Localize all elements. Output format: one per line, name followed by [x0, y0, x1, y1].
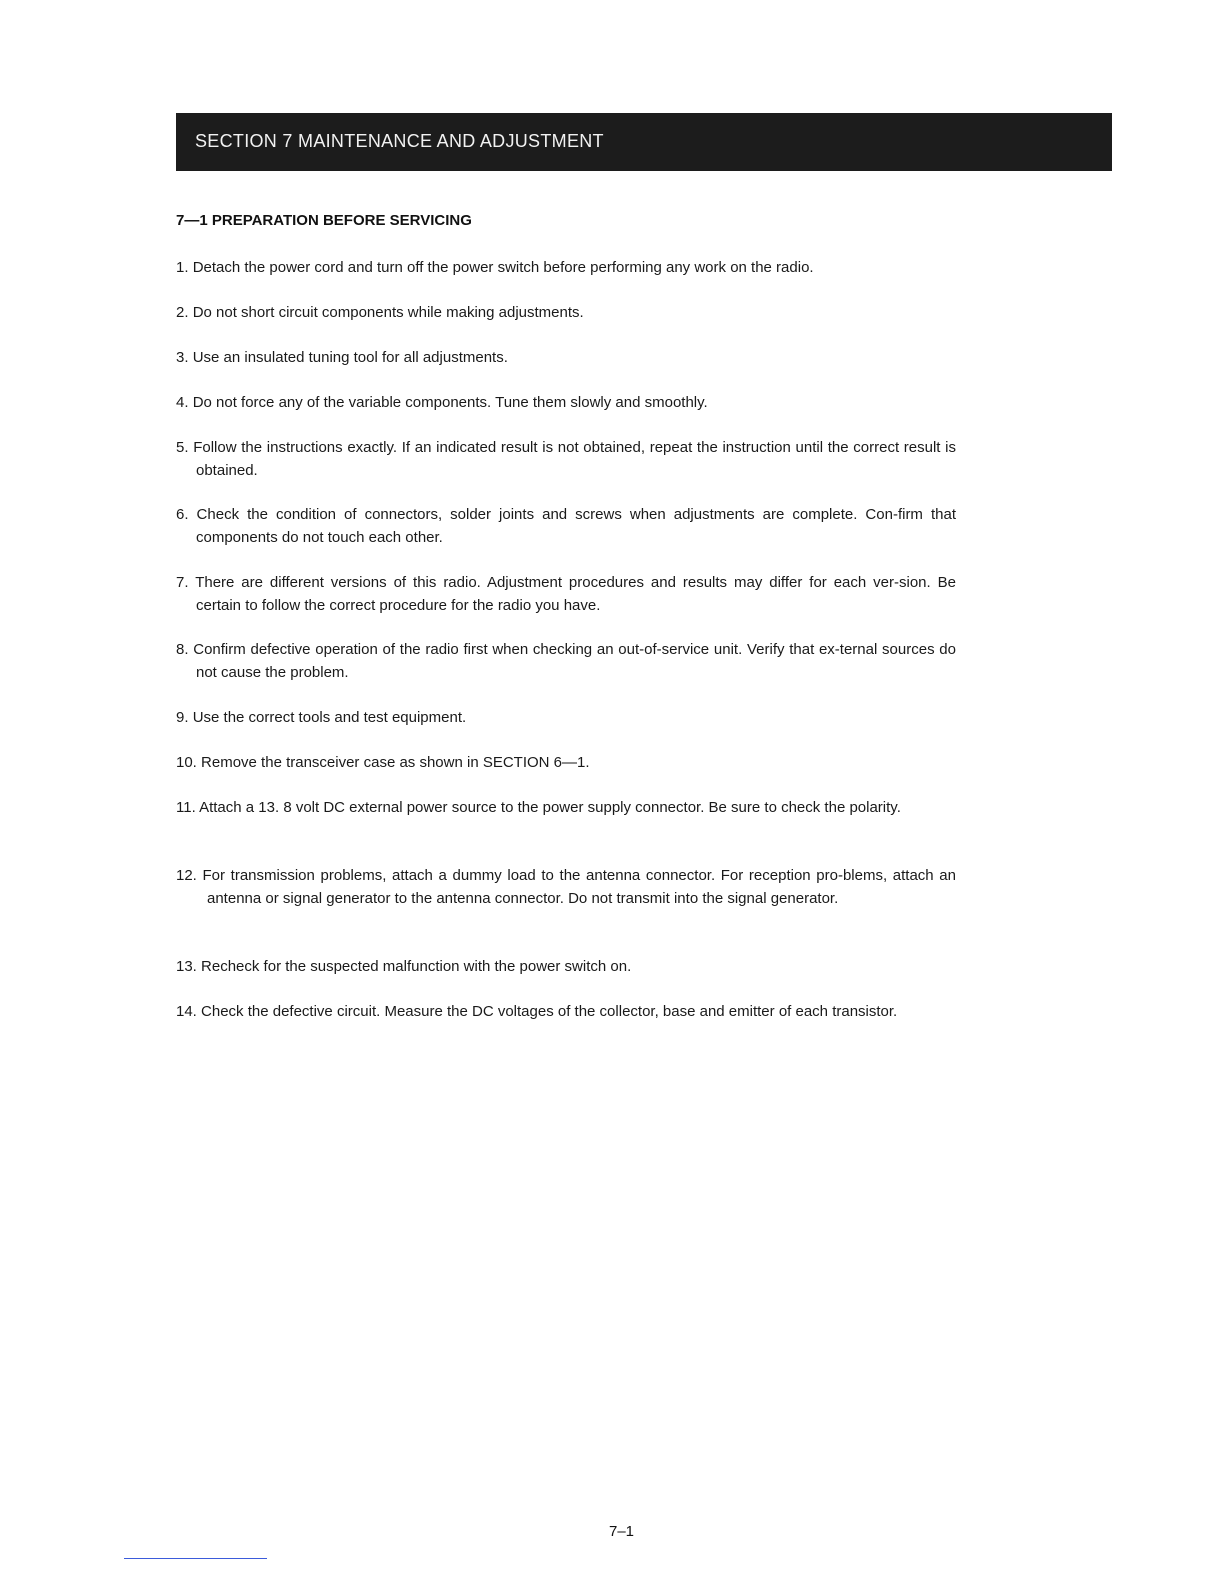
- item-text: Attach a 13. 8 volt DC external power source to the power supply connector. Be sure to check the polarity.: [199, 799, 901, 816]
- item-text: For transmission problems, attach a dummy load to the antenna connector. For reception pro-blems, attach an antenna or signal generator to the antenna connector. Do not transmit into the signal generator.: [202, 867, 956, 907]
- item-number: 9.: [176, 709, 189, 726]
- item-text: Follow the instructions exactly. If an indicated result is not obtained, repeat the instruction until the correct result is obtained.: [193, 439, 956, 479]
- list-item-10: [176, 751, 956, 774]
- item-number: 13.: [176, 958, 197, 975]
- list-item-8: [176, 638, 956, 684]
- section-header-banner: [176, 113, 1112, 171]
- item-text: Use the correct tools and test equipment.: [192, 709, 467, 726]
- item-text: Recheck for the suspected malfunction with the power switch on.: [201, 958, 632, 975]
- item-number: 6.: [176, 506, 189, 523]
- item-text: Do not force any of the variable components. Tune them slowly and smoothly.: [192, 394, 708, 411]
- list-item-12: [176, 864, 956, 910]
- list-item-5: [176, 436, 956, 482]
- list-item-14: [176, 1000, 956, 1023]
- item-text: There are different versions of this radio. Adjustment procedures and results may differ for each ver-sion. Be certain to follow the correct procedure for the radio you have.: [195, 574, 956, 614]
- list-item-7: [176, 571, 956, 617]
- item-text: Confirm defective operation of the radio first when checking an out-of-service unit. Verify that ex-ternal sources do not cause the problem.: [193, 641, 956, 681]
- item-text: Check the condition of connectors, solder joints and screws when adjustments are complete. Con-firm that components do not touch each other.: [196, 506, 956, 546]
- item-number: 4.: [176, 394, 189, 411]
- item-text: Use an insulated tuning tool for all adjustments.: [192, 349, 508, 366]
- list-item-2: [176, 301, 956, 324]
- item-number: 12.: [176, 867, 197, 884]
- list-item-3: [176, 346, 956, 369]
- list-item-9: [176, 706, 956, 729]
- item-number: 2.: [176, 304, 189, 321]
- list-item-13: [176, 955, 956, 978]
- item-text: Remove the transceiver case as shown in SECTION 6—1.: [201, 754, 590, 771]
- list-item-4: [176, 391, 956, 414]
- item-number: 11.: [176, 799, 196, 816]
- item-number: 5.: [176, 439, 189, 456]
- item-number: 1.: [176, 259, 189, 276]
- item-text: Check the defective circuit. Measure the DC voltages of the collector, base and emitter of each transistor.: [201, 1003, 898, 1020]
- page-number: 7–1: [609, 1523, 635, 1540]
- section-title: SECTION 7 MAINTENANCE AND ADJUSTMENT: [195, 131, 604, 151]
- item-number: 3.: [176, 349, 189, 366]
- item-number: 14.: [176, 1003, 197, 1020]
- list-item-11: [176, 796, 956, 819]
- list-item-1: [176, 256, 956, 279]
- footer-rule: [124, 1558, 267, 1559]
- item-number: 7.: [176, 574, 189, 591]
- item-number: 8.: [176, 641, 189, 658]
- item-text: Detach the power cord and turn off the power switch before performing any work on the radio.: [192, 259, 814, 276]
- list-item-6: [176, 503, 956, 549]
- item-number: 10.: [176, 754, 197, 771]
- item-text: Do not short circuit components while making adjustments.: [192, 304, 584, 321]
- subsection-heading: 7—1 PREPARATION BEFORE SERVICING: [176, 212, 472, 229]
